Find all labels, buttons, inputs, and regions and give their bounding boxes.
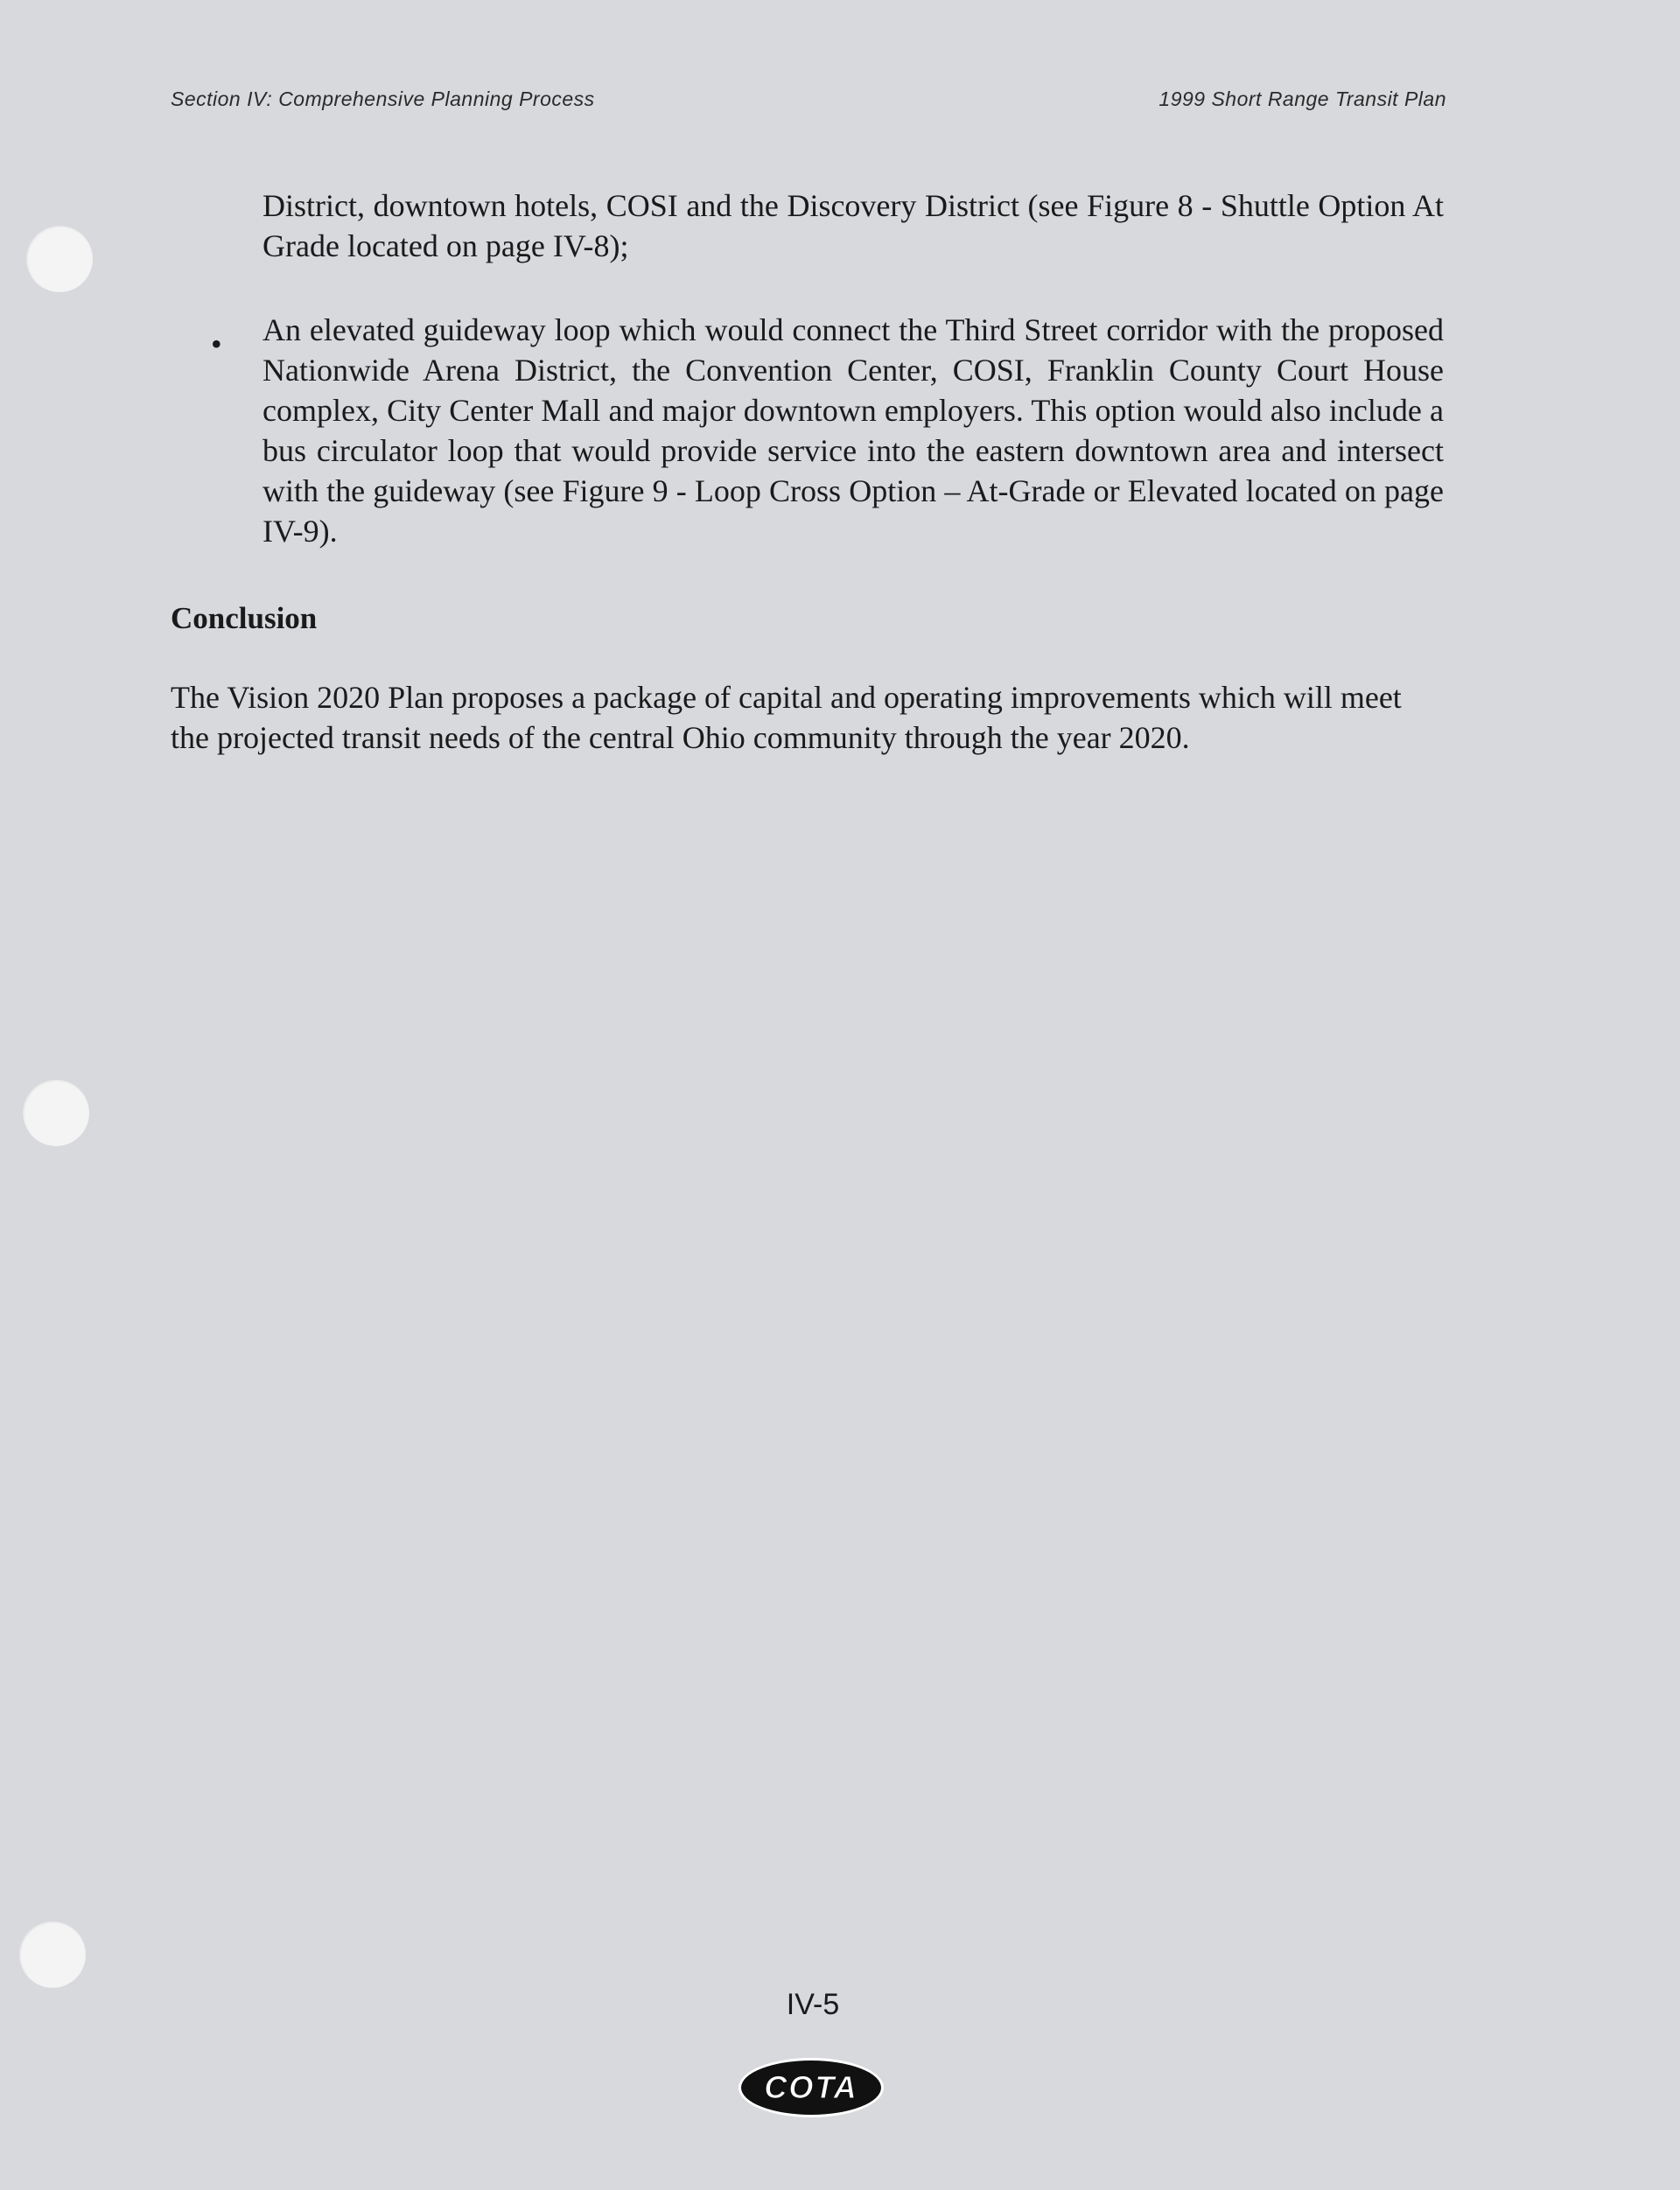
punch-hole-middle — [23, 1080, 89, 1146]
running-header-title: 1999 Short Range Transit Plan — [1158, 87, 1446, 110]
page-number: IV-5 — [786, 1988, 840, 2021]
cota-logo — [737, 2056, 886, 2119]
continued-paragraph: District, downtown hotels, COSI and the Discovery District (see Figure 8 - Shuttle Option At Grade located on page IV-8); — [262, 188, 1444, 263]
section-heading-conclusion: Conclusion — [171, 601, 318, 635]
bullet-item-guideway: An elevated guideway loop which would connect the Third Street corridor with the proposed Nationwide Arena District, the Convention Center, COSI, Franklin County Court House complex, City Center Mall and major downtown employers. This option would also include a bus circulator loop that would provide service into the eastern downtown area and intersect with the guideway (see Figure 9 - Loop Cross Option – At-Grade or Elevated located on page IV-9). — [262, 312, 1444, 549]
conclusion-paragraph: The Vision 2020 Plan proposes a package of capital and operating improvements which will meet the projected transit needs of the central Ohio community through the year 2020. — [171, 680, 1402, 755]
punch-hole-bottom — [19, 1921, 86, 1988]
bullet-marker: • — [211, 326, 222, 361]
punch-hole-top — [26, 226, 93, 292]
running-header-section: Section IV: Comprehensive Planning Process — [171, 87, 595, 110]
svg-text:COTA: COTA — [764, 2069, 858, 2105]
